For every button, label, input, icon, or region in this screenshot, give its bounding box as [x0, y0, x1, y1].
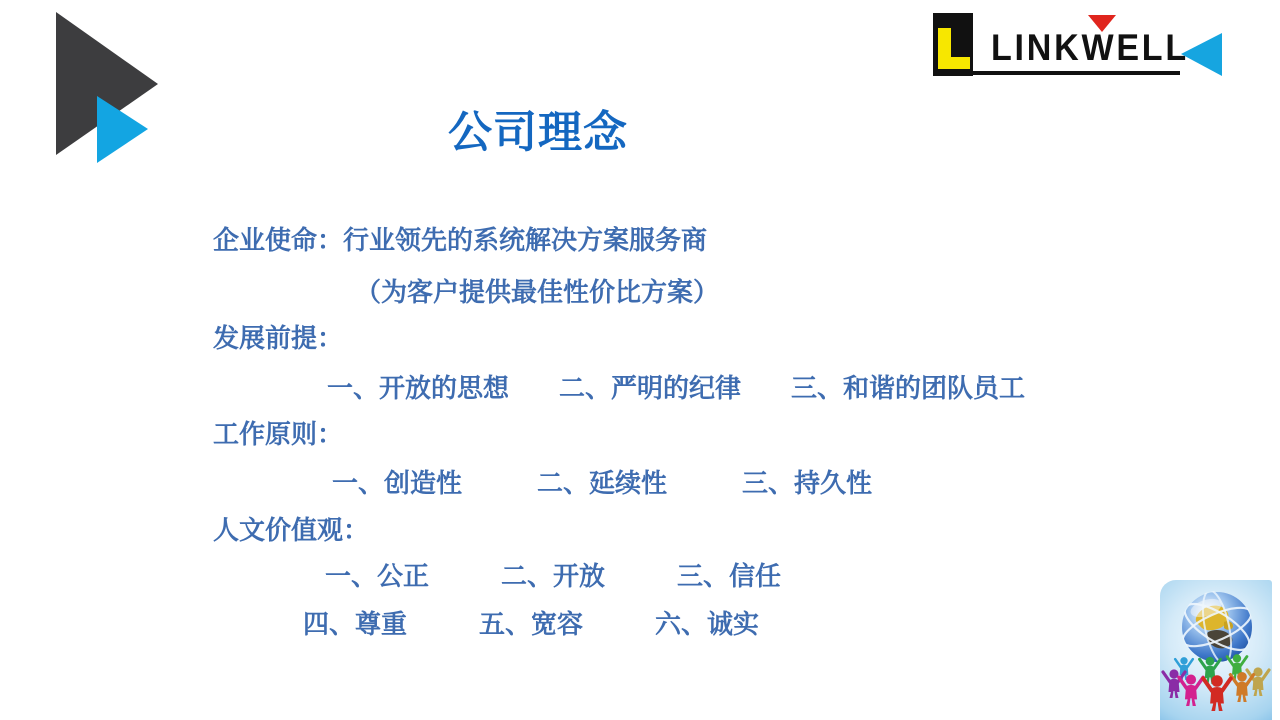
logo-blue-triangle-icon — [1181, 33, 1222, 76]
list-item: 三、和谐的团队员工 — [791, 374, 1026, 403]
mission-line: 企业使命：行业领先的系统解决方案服务商 — [213, 226, 708, 255]
list-item: 三、持久性 — [742, 469, 873, 498]
logo-red-triangle-icon — [1088, 15, 1116, 32]
logo-underline — [973, 71, 1180, 75]
logo-yellow-l-horizontal — [938, 57, 970, 69]
principles-heading: 工作原则： — [213, 420, 344, 449]
cyan-triangle-decoration — [97, 96, 148, 163]
list-item: 四、尊重 — [303, 610, 408, 639]
list-item: 二、延续性 — [537, 469, 668, 498]
globe-people-icon — [1160, 580, 1272, 720]
logo-l-mark-box — [933, 13, 973, 76]
values-heading: 人文价值观： — [213, 516, 370, 545]
premise-heading: 发展前提： — [213, 324, 344, 353]
list-item: 一、创造性 — [332, 469, 463, 498]
list-item: 三、信任 — [677, 562, 782, 591]
values-row-1 — [325, 563, 781, 591]
list-item: 一、开放的思想 — [327, 374, 510, 403]
globe-teamwork-image — [1160, 580, 1272, 720]
premise-items-row — [327, 375, 1025, 403]
list-item: 一、公正 — [325, 562, 430, 591]
values-row-2 — [303, 611, 759, 639]
page-title: 公司理念 — [448, 108, 628, 157]
logo-wordmark: LINKWELL — [991, 27, 1189, 68]
linkwell-logo — [930, 10, 1230, 90]
list-item: 六、诚实 — [655, 610, 760, 639]
list-item: 二、开放 — [501, 562, 606, 591]
principles-items-row — [332, 470, 872, 498]
mission-note: （为客户提供最佳性价比方案） — [355, 278, 720, 307]
list-item: 二、严明的纪律 — [559, 374, 742, 403]
list-item: 五、宽容 — [479, 610, 584, 639]
